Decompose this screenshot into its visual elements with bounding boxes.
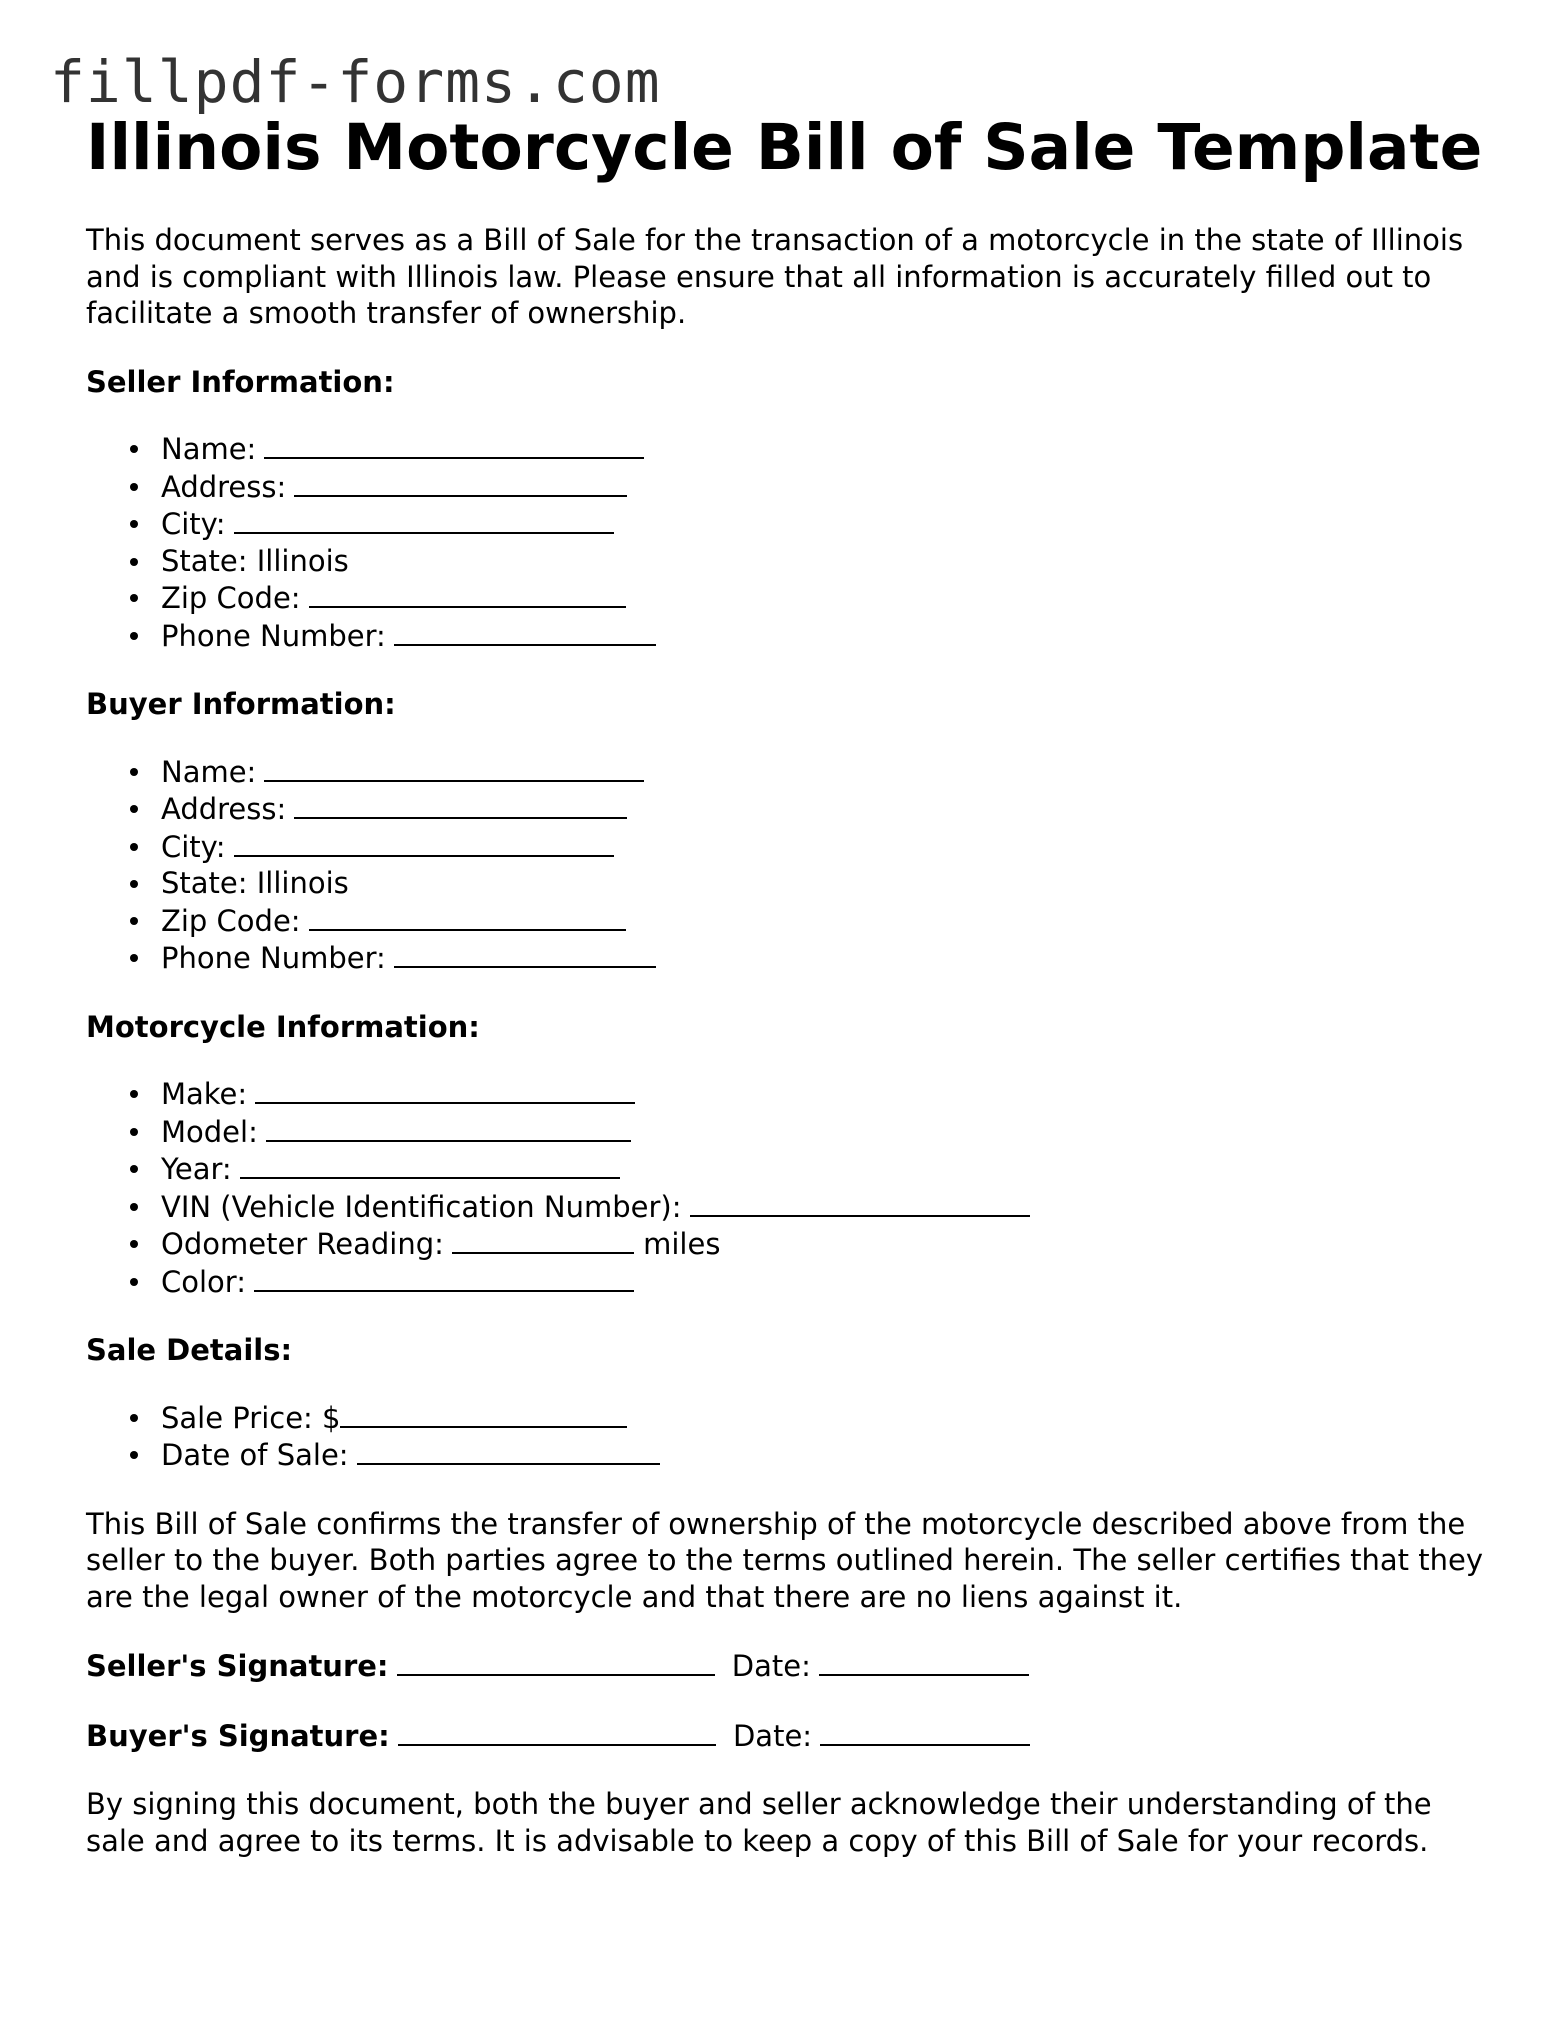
motorcycle-odometer-item bbox=[161, 1225, 1486, 1263]
buyer-signature-date-field[interactable] bbox=[820, 1717, 1030, 1746]
motorcycle-year-label: Year: bbox=[161, 1152, 232, 1186]
buyer-phone-field[interactable] bbox=[394, 939, 656, 968]
motorcycle-fields-list bbox=[86, 1075, 1486, 1300]
seller-phone-item bbox=[161, 617, 1486, 655]
motorcycle-model-field[interactable] bbox=[266, 1113, 631, 1142]
motorcycle-make-item bbox=[161, 1075, 1486, 1113]
seller-phone-field[interactable] bbox=[394, 617, 656, 646]
seller-address-item bbox=[161, 468, 1486, 506]
motorcycle-make-field[interactable] bbox=[255, 1075, 635, 1104]
watermark-logo: fillpdf-forms.com bbox=[50, 48, 661, 116]
page-title: Illinois Motorcycle Bill of Sale Template bbox=[86, 111, 1483, 184]
buyer-zip-label: Zip Code: bbox=[161, 903, 301, 938]
seller-signature-label: Seller's Signature: bbox=[86, 1649, 389, 1683]
document-content bbox=[86, 108, 1486, 1859]
buyer-address-field[interactable] bbox=[294, 790, 627, 819]
buyer-name-item bbox=[161, 753, 1486, 791]
motorcycle-odometer-label: Odometer Reading: bbox=[161, 1227, 444, 1261]
sale-date-label: Date of Sale: bbox=[161, 1438, 349, 1472]
motorcycle-vin-label: VIN (Vehicle Identification Number): bbox=[161, 1189, 682, 1224]
buyer-city-item bbox=[161, 828, 1486, 866]
buyer-signature-label: Buyer's Signature: bbox=[86, 1718, 390, 1753]
sale-price-field[interactable] bbox=[340, 1399, 627, 1428]
motorcycle-odometer-field[interactable] bbox=[452, 1225, 634, 1254]
motorcycle-vin-field[interactable] bbox=[690, 1188, 1030, 1217]
seller-city-field[interactable] bbox=[234, 505, 614, 534]
buyer-state-label: State: Illinois bbox=[161, 866, 349, 900]
seller-zip-item bbox=[161, 579, 1486, 617]
seller-address-label: Address: bbox=[161, 469, 287, 504]
seller-signature-row bbox=[86, 1647, 1486, 1685]
buyer-phone-item bbox=[161, 939, 1486, 977]
buyer-zip-field[interactable] bbox=[309, 902, 626, 931]
buyer-name-label: Name: bbox=[161, 754, 257, 789]
seller-name-label: Name: bbox=[161, 432, 257, 466]
motorcycle-year-field[interactable] bbox=[240, 1150, 620, 1179]
sale-fields-list bbox=[86, 1399, 1486, 1474]
seller-address-field[interactable] bbox=[294, 468, 627, 497]
sale-heading: Sale Details: bbox=[86, 1333, 293, 1367]
motorcycle-odometer-unit: miles bbox=[643, 1227, 721, 1261]
motorcycle-color-label: Color: bbox=[161, 1264, 246, 1299]
buyer-address-label: Address: bbox=[161, 792, 287, 826]
intro-paragraph: This document serves as a Bill of Sale for the transaction of a motorcycle in the state of Illinois and is compliant with Illinois law. Please ensure that all information is accurately filled out to facilitate a smooth transfer of ownership. bbox=[86, 223, 1464, 330]
buyer-heading: Buyer Information: bbox=[86, 687, 396, 721]
seller-state-item bbox=[161, 543, 1486, 580]
motorcycle-color-item bbox=[161, 1263, 1486, 1301]
buyer-signature-row bbox=[86, 1717, 1486, 1755]
sale-price-label: Sale Price: $ bbox=[161, 1400, 341, 1435]
buyer-name-field[interactable] bbox=[264, 753, 644, 782]
seller-city-label: City: bbox=[161, 507, 226, 541]
motorcycle-heading: Motorcycle Information: bbox=[86, 1009, 480, 1044]
buyer-city-field[interactable] bbox=[234, 828, 614, 857]
sale-price-item bbox=[161, 1399, 1486, 1437]
buyer-city-label: City: bbox=[161, 829, 226, 864]
buyer-address-item bbox=[161, 790, 1486, 828]
seller-city-item bbox=[161, 505, 1486, 543]
confirmation-paragraph: This Bill of Sale confirms the transfer of ownership of the motorcycle described above from the seller to the buyer. Both parties agree to the terms outlined herein. The seller certifies that they are the legal owner of the motorcycle and that there are no liens against it. bbox=[86, 1506, 1484, 1614]
motorcycle-make-label: Make: bbox=[161, 1077, 248, 1111]
closing-paragraph: By signing this document, both the buyer and seller acknowledge their understanding of the sale and agree to its terms. It is advisable to keep a copy of this Bill of Sale for your records. bbox=[86, 1787, 1432, 1858]
seller-name-field[interactable] bbox=[264, 430, 644, 459]
buyer-zip-item bbox=[161, 902, 1486, 940]
buyer-signature-field[interactable] bbox=[398, 1717, 716, 1746]
motorcycle-model-label: Model: bbox=[161, 1114, 258, 1149]
motorcycle-vin-item bbox=[161, 1188, 1486, 1226]
seller-heading: Seller Information: bbox=[86, 364, 395, 399]
seller-signature-field[interactable] bbox=[397, 1647, 715, 1676]
seller-zip-field[interactable] bbox=[309, 579, 626, 608]
buyer-phone-label: Phone Number: bbox=[161, 941, 386, 975]
motorcycle-year-item bbox=[161, 1150, 1486, 1188]
seller-phone-label: Phone Number: bbox=[161, 618, 386, 653]
sale-date-field[interactable] bbox=[357, 1436, 660, 1465]
seller-signature-date-field[interactable] bbox=[819, 1647, 1029, 1676]
motorcycle-model-item bbox=[161, 1113, 1486, 1151]
motorcycle-color-field[interactable] bbox=[254, 1263, 634, 1292]
buyer-signature-date-label: Date: bbox=[732, 1718, 813, 1753]
seller-signature-date-label: Date: bbox=[731, 1649, 811, 1683]
seller-fields-list bbox=[86, 430, 1486, 654]
buyer-state-item bbox=[161, 865, 1486, 902]
buyer-fields-list bbox=[86, 753, 1486, 977]
seller-state-label: State: Illinois bbox=[161, 543, 349, 578]
seller-zip-label: Zip Code: bbox=[161, 581, 301, 615]
sale-date-item bbox=[161, 1436, 1486, 1474]
seller-name-item bbox=[161, 430, 1486, 468]
